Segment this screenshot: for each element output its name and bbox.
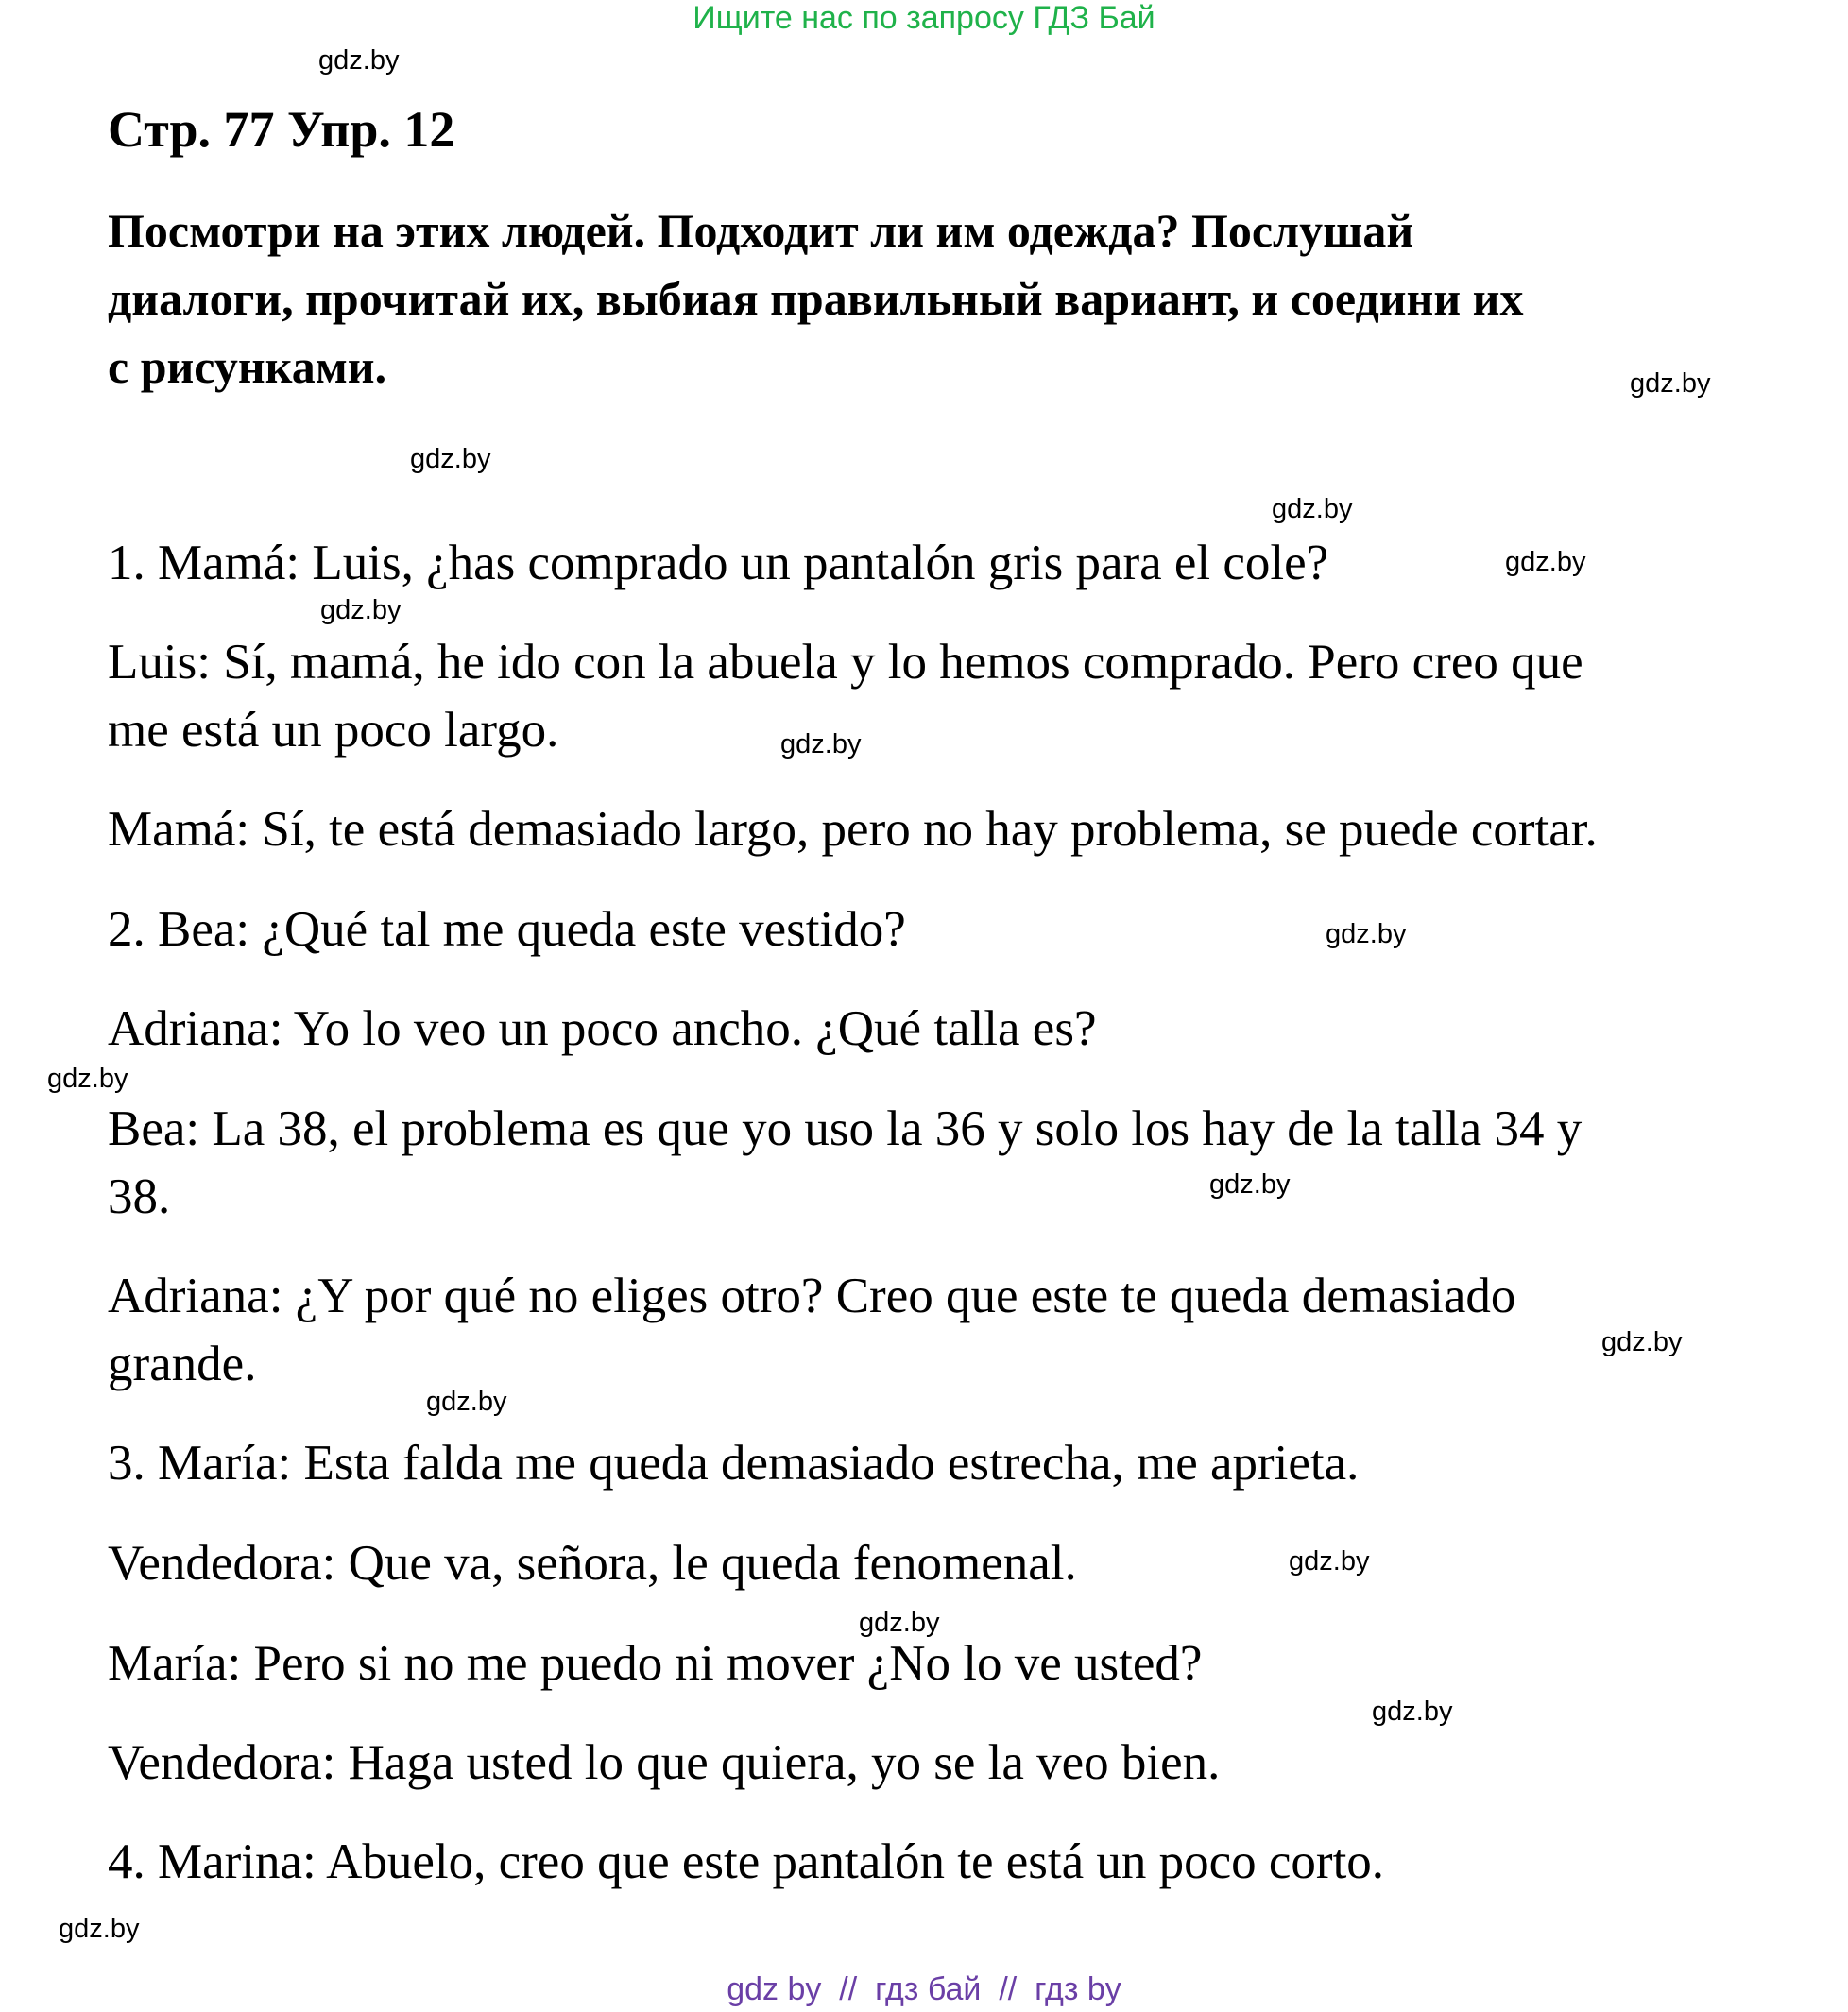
dialogue-line: Vendedora: Haga usted lo que quiera, yo se la veo bien. bbox=[108, 1735, 1221, 1790]
page-title: Стр. 77 Упр. 12 bbox=[108, 101, 455, 158]
dialogue-line: me está un poco largo. bbox=[108, 703, 559, 758]
watermark: gdz.by bbox=[426, 1387, 507, 1417]
watermark: gdz.by bbox=[780, 729, 862, 759]
dialogue-line: Adriana: Yo lo veo un poco ancho. ¿Qué talla es? bbox=[108, 1001, 1097, 1056]
watermark: gdz.by bbox=[1630, 368, 1711, 399]
watermark: gdz.by bbox=[59, 1914, 140, 1944]
watermark: gdz.by bbox=[1601, 1327, 1683, 1357]
dialogue-line: 3. María: Esta falda me queda demasiado estrecha, me aprieta. bbox=[108, 1436, 1360, 1491]
watermark: gdz.by bbox=[318, 45, 400, 76]
watermark: gdz.by bbox=[1209, 1169, 1291, 1200]
dialogue-line: Mamá: Sí, te está demasiado largo, pero no hay problema, se puede cortar. bbox=[108, 802, 1598, 857]
dialogue-line: grande. bbox=[108, 1337, 257, 1391]
watermark: gdz.by bbox=[1289, 1546, 1370, 1577]
watermark: gdz.by bbox=[1272, 494, 1353, 524]
watermark: gdz.by bbox=[47, 1064, 128, 1094]
dialogue-line: 2. Bea: ¿Qué tal me queda este vestido? bbox=[108, 902, 906, 957]
top-banner-link[interactable]: Ищите нас по запросу ГДЗ Бай bbox=[693, 0, 1155, 36]
dialogue-line: Vendedora: Que va, señora, le queda fenomenal. bbox=[108, 1536, 1077, 1591]
task-instructions bbox=[108, 196, 1789, 401]
watermark: gdz.by bbox=[1505, 547, 1586, 577]
watermark: gdz.by bbox=[410, 444, 491, 474]
task-line: с рисунками. bbox=[108, 340, 387, 393]
dialogue-line: 1. Mamá: Luis, ¿has comprado un pantalón gris para el cole? bbox=[108, 536, 1329, 590]
watermark: gdz.by bbox=[1326, 919, 1407, 949]
dialogue-line: María: Pero si no me puedo ni mover ¿No lo ve usted? bbox=[108, 1636, 1203, 1691]
dialogue-line: Bea: La 38, el problema es que yo uso la 36 y solo los hay de la talla 34 y bbox=[108, 1101, 1583, 1156]
task-line: диалоги, прочитай их, выбиая правильный вариант, и соедини их bbox=[108, 272, 1524, 325]
task-line: Посмотри на этих людей. Подходит ли им одежда? Послушай bbox=[108, 204, 1414, 257]
watermark: gdz.by bbox=[859, 1608, 940, 1638]
dialogue-line: Luis: Sí, mamá, he ido con la abuela y lo hemos comprado. Pero creo que bbox=[108, 635, 1583, 690]
dialogue-line: Adriana: ¿Y por qué no eliges otro? Creo que este te queda demasiado bbox=[108, 1269, 1516, 1323]
watermark: gdz.by bbox=[1372, 1697, 1453, 1727]
dialogue-line: 4. Marina: Abuelo, creo que este pantalón te está un poco corto. bbox=[108, 1834, 1385, 1889]
footer-links[interactable]: gdz by // гдз бай // гдз by bbox=[727, 1971, 1121, 2007]
watermark: gdz.by bbox=[320, 595, 402, 625]
dialogue-line: 38. bbox=[108, 1169, 171, 1224]
